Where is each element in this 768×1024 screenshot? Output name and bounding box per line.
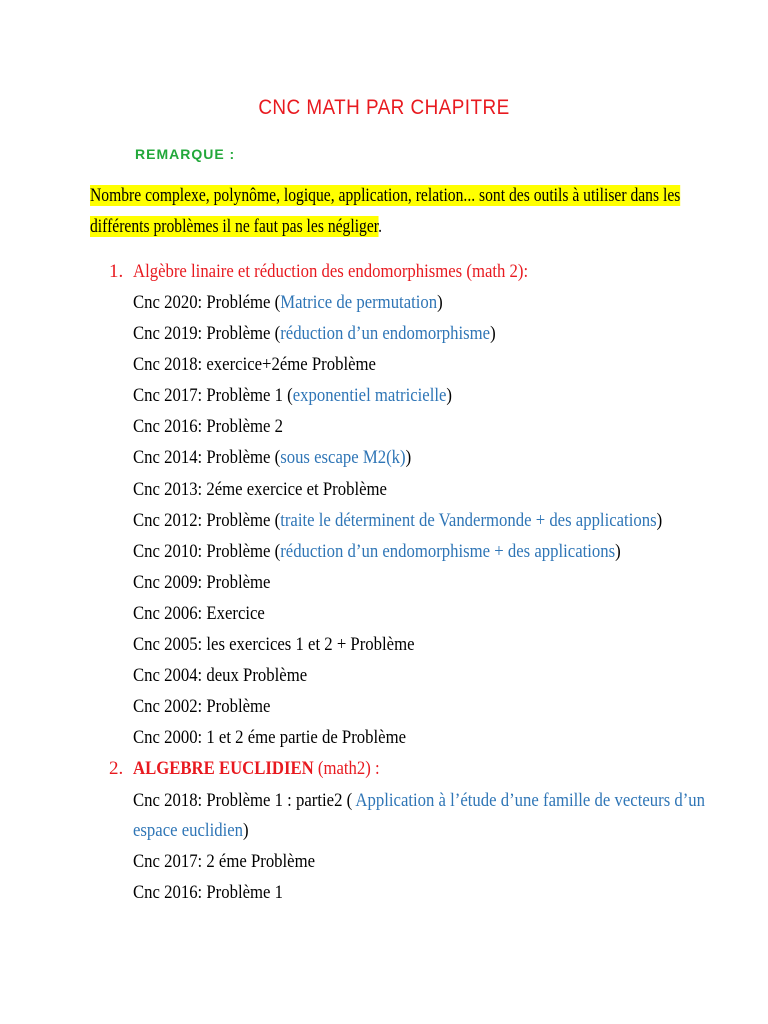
section-title-rest: (math2) : bbox=[313, 758, 380, 779]
section-number: 2. bbox=[109, 758, 124, 779]
entry-topic: réduction d’un endomorphisme bbox=[280, 323, 491, 344]
entry-topic: réduction d’un endomorphisme + des applications bbox=[280, 541, 616, 562]
entry-text: Cnc 2002: Problème bbox=[133, 696, 271, 717]
note-line-2: différents problèmes il ne faut pas les négliger bbox=[90, 216, 379, 237]
entry-topic: Matrice de permutation bbox=[280, 292, 438, 313]
entry-text: Cnc 2014: Problème ( bbox=[133, 447, 281, 468]
entry-text: Cnc 2005: les exercices 1 et 2 + Problème bbox=[133, 634, 415, 655]
note-line-1: Nombre complexe, polynôme, logique, application, relation... sont des outils à utiliser dans les bbox=[90, 185, 681, 206]
entry-text: Cnc 2018: Problème 1 : partie2 ( bbox=[133, 790, 356, 811]
entry-suffix: ) bbox=[615, 541, 621, 562]
entry-text: Cnc 2012: Problème ( bbox=[133, 510, 281, 531]
entry-suffix: ) bbox=[437, 292, 443, 313]
highlighted-note bbox=[90, 180, 680, 242]
entry-topic: sous escape M2(k) bbox=[280, 447, 406, 468]
section-title-bold: ALGEBRE EUCLIDIEN bbox=[133, 758, 314, 779]
entry-text: Cnc 2010: Problème ( bbox=[133, 541, 281, 562]
entry-suffix: ) bbox=[446, 385, 452, 406]
entry-text: Cnc 2006: Exercice bbox=[133, 603, 265, 624]
section-title: Algèbre linaire et réduction des endomorphismes (math 2): bbox=[133, 261, 529, 282]
entry-text: Cnc 2017: 2 éme Problème bbox=[133, 851, 316, 872]
entry-text: Cnc 2016: Problème 2 bbox=[133, 416, 283, 437]
note-end: . bbox=[378, 216, 383, 237]
entry-suffix: ) bbox=[405, 447, 412, 468]
entry-text: Cnc 2017: Problème 1 ( bbox=[133, 385, 293, 406]
entry-topic: traite le déterminent de Vandermonde + des applications bbox=[280, 510, 657, 531]
entry-topic: exponentiel matricielle bbox=[292, 385, 447, 406]
entry-text: Cnc 2000: 1 et 2 éme partie de Problème bbox=[133, 727, 407, 748]
entry-topic: espace euclidien bbox=[133, 820, 244, 841]
entry-suffix: ) bbox=[490, 323, 496, 344]
entry-text: Cnc 2016: Problème 1 bbox=[133, 882, 283, 903]
entry-topic: Application à l’étude d’une famille de vecteurs d’un bbox=[355, 790, 706, 811]
remark-label: REMARQUE : bbox=[135, 146, 236, 162]
entry-text: Cnc 2009: Problème bbox=[133, 572, 271, 593]
entry-text: Cnc 2013: 2éme exercice et Problème bbox=[133, 479, 387, 500]
section-title bbox=[133, 755, 380, 783]
page-title: CNC MATH PAR CHAPITRE bbox=[258, 96, 510, 119]
section-number: 1. bbox=[109, 261, 124, 282]
entry-text: Cnc 2004: deux Problème bbox=[133, 665, 308, 686]
entry-text: Cnc 2019: Problème ( bbox=[133, 323, 281, 344]
entry-text: Cnc 2020: Probléme ( bbox=[133, 292, 281, 313]
entry-suffix: ) bbox=[243, 820, 249, 841]
entry-text: Cnc 2018: exercice+2éme Problème bbox=[133, 354, 376, 375]
entry-suffix: ) bbox=[656, 510, 663, 531]
